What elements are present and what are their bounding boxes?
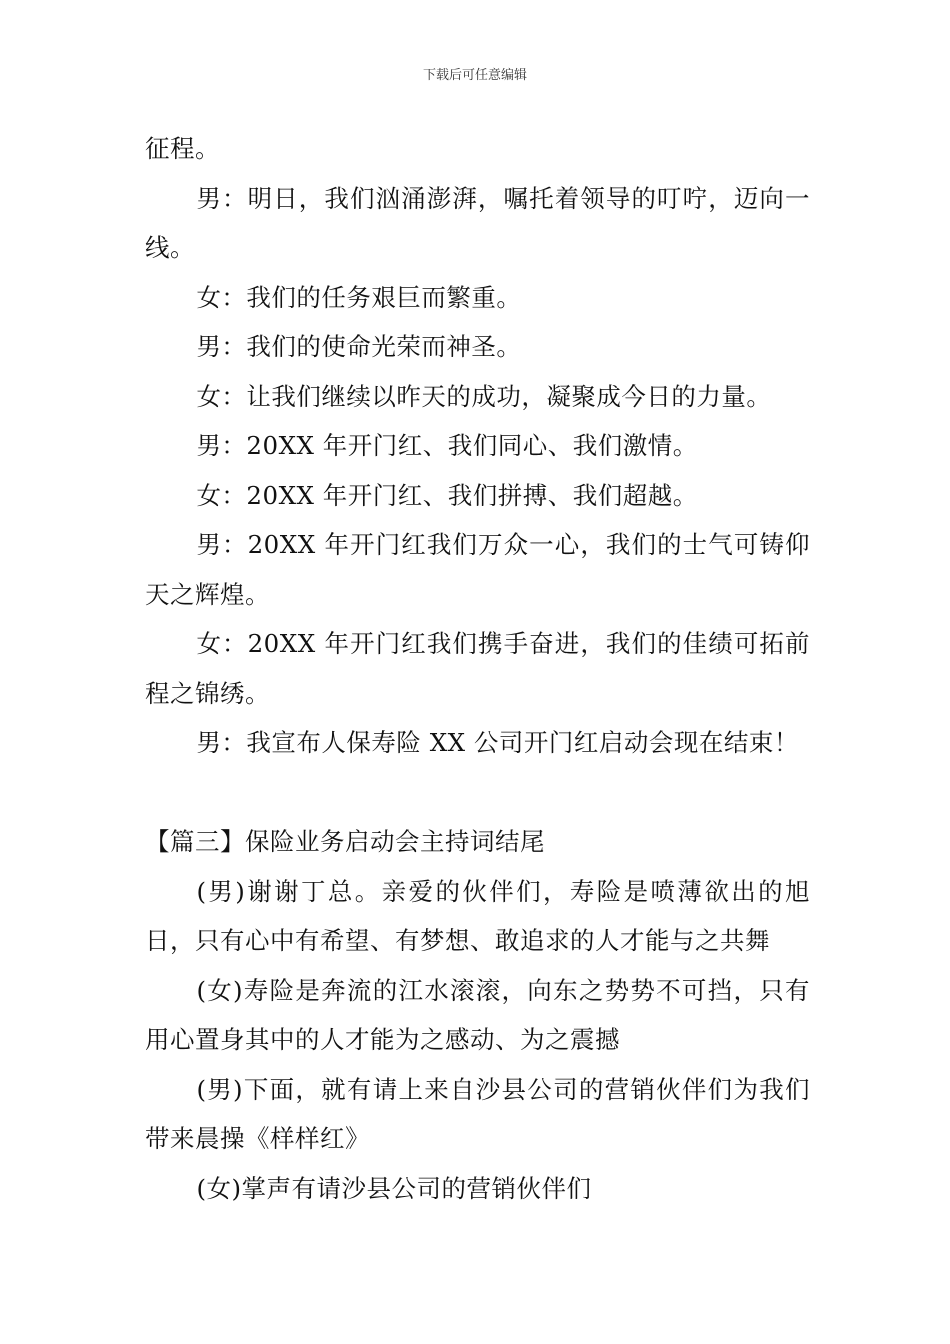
- paragraph: (男)谢谢丁总。亲爱的伙伴们，寿险是喷薄欲出的旭日，只有心中有希望、有梦想、敢追求的人才能与之共舞: [145, 876, 810, 955]
- paragraph: 女：我们的任务艰巨而繁重。: [196, 282, 522, 312]
- paragraph: 男：我们的使命光荣而神圣。: [196, 332, 522, 361]
- section-title: 【篇三】保险业务启动会主持词结尾: [145, 827, 545, 856]
- paragraph: (女)寿险是奔流的江水滚滚，向东之势势不可挡，只有用心置身其中的人才能为之感动、为之震撼: [145, 975, 810, 1054]
- paragraph: 女：20XX 年开门红我们携手奋进，我们的佳绩可拓前程之锦绣。: [145, 629, 810, 708]
- document-body: [145, 124, 810, 1213]
- paragraph: 男：20XX 年开门红、我们同心、我们激情。: [196, 431, 698, 460]
- paragraph: 男：明日，我们汹涌澎湃，嘱托着领导的叮咛，迈向一线。: [145, 183, 810, 262]
- paragraph: 女：让我们继续以昨天的成功，凝聚成今日的力量。: [196, 381, 772, 411]
- paragraph: 征程。: [145, 134, 220, 163]
- paragraph: (男)下面，就有请上来自沙县公司的营销伙伴们为我们带来晨操《样样红》: [145, 1074, 810, 1153]
- paragraph: 男：我宣布人保寿险 XX 公司开门红启动会现在结束！: [196, 728, 799, 757]
- section-spacer: [145, 768, 810, 818]
- paragraph: 男：20XX 年开门红我们万众一心，我们的士气可铸仰天之辉煌。: [145, 530, 810, 609]
- page-header: 下载后可任意编辑: [422, 68, 527, 83]
- paragraph: 女：20XX 年开门红、我们拼搏、我们超越。: [196, 480, 698, 510]
- paragraph: (女)掌声有请沙县公司的营销伙伴们: [196, 1173, 592, 1203]
